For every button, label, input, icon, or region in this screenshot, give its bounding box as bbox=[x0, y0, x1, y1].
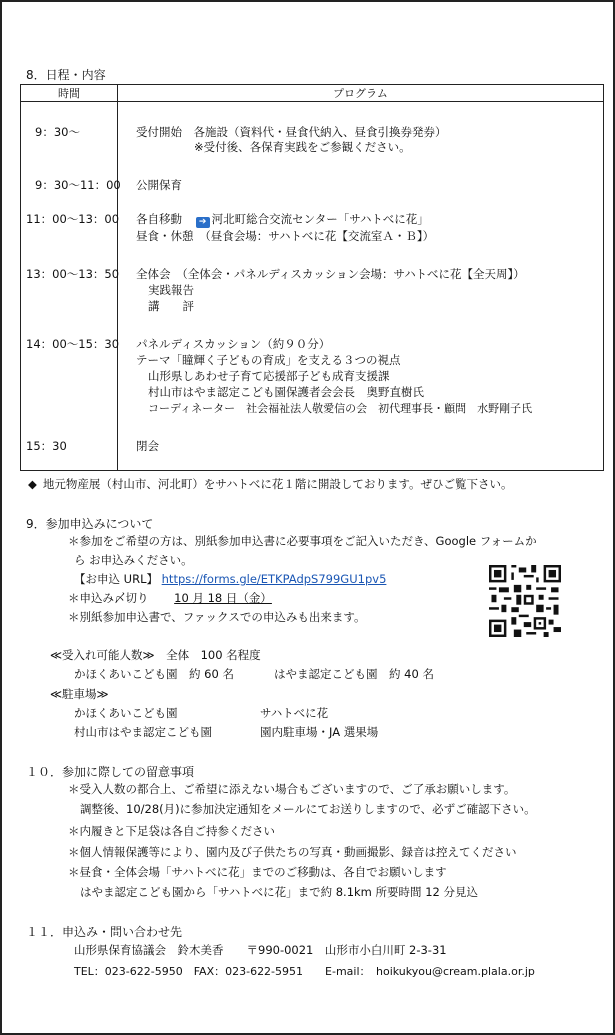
row-time: 14：00～15：30 bbox=[26, 337, 120, 351]
section-8-heading: 8．日程・内容 bbox=[26, 68, 106, 82]
row-line: 山形県しあわせ子育て応援部子ども成育支援課 bbox=[148, 369, 390, 383]
row-time: 11：00～13：00 bbox=[26, 212, 120, 226]
row-line-venue: 河北町総合交流センター「サハトべに花」 bbox=[211, 212, 429, 226]
row-line: ※受付後、各保育実践をご参観ください。 bbox=[194, 140, 411, 154]
parking-b-place: 園内駐車場・JA 選果場 bbox=[260, 725, 379, 739]
col-time-header: 時間 bbox=[21, 85, 118, 102]
contact-line: TEL：023-622-5950 FAX：023-622-5951 E-mail： hoikukyou@cream.plala.or.jp bbox=[74, 965, 535, 978]
parking-b-name: 村山市はやま認定こども園 bbox=[74, 725, 212, 739]
organization-line: 山形県保育協議会 鈴木美香 〒990-0021 山形市小白川町 2-3-31 bbox=[74, 943, 447, 957]
row-line bbox=[136, 211, 429, 228]
url-row bbox=[74, 571, 386, 587]
row-line: 昼食・休憩 （昼食会場：サハトべに花【交流室Ａ・Ｂ】） bbox=[136, 229, 435, 243]
row-line-move: 各自移動 bbox=[136, 212, 182, 226]
row-time: 9：30～11：00 bbox=[35, 178, 121, 192]
capacity-b: はやま認定こども園 約 40 名 bbox=[274, 667, 434, 681]
s10-line5: ＊昼食・全体会場「サハトべに花」までのご移動は、各自でお願いします bbox=[68, 865, 447, 879]
s10-line2: 調整後、10/28(月)に参加決定通知をメールにてお送りしますので、必ずご確認下さい。 bbox=[80, 802, 536, 816]
time-cell bbox=[21, 102, 118, 471]
deadline-label: ＊申込み〆切り bbox=[68, 591, 149, 605]
row-line: 公開保育 bbox=[136, 178, 182, 192]
section-11-heading: １１．申込み・問い合わせ先 bbox=[26, 925, 183, 939]
url-label: 【お申込 URL】 bbox=[74, 572, 158, 586]
s9-line2: ら お申込みください。 bbox=[74, 553, 193, 567]
diamond-bullet-icon: ◆ bbox=[28, 477, 37, 491]
capacity-a: かほくあいこども園 約 60 名 bbox=[74, 667, 234, 681]
s10-line1: ＊受入人数の都合上、ご希望に添えない場合もございますので、ご了承お願いします。 bbox=[68, 782, 516, 796]
row-line: パネルディスカッション（約９０分） bbox=[136, 337, 331, 351]
s10-line6: はやま認定こども園から「サハトべに花」まで約 8.1km 所要時間 12 分見込 bbox=[80, 885, 478, 899]
capacity-label: ≪受入れ可能人数≫ 全体 100 名程度 bbox=[50, 648, 261, 662]
parking-a-name: かほくあいこども園 bbox=[74, 706, 178, 720]
row-time: 9：30～ bbox=[35, 125, 80, 139]
row-time: 13：00～13：50 bbox=[26, 267, 120, 281]
row-line: 講 評 bbox=[148, 299, 194, 313]
row-line: 全体会 （全体会・パネルディスカッション会場：サハトべに花【全天周】） bbox=[136, 267, 525, 281]
row-line: コーディネーター 社会福祉法人敬愛信の会 初代理事長・顧問 水野剛子氏 bbox=[148, 402, 533, 415]
row-line: 村山市はやま認定こども園保護者会会長 奥野直樹氏 bbox=[148, 385, 424, 399]
parking-label: ≪駐車場≫ bbox=[50, 687, 109, 701]
s10-line4: ＊個人情報保護等により、園内及び子供たちの写真・動画撮影、録音は控えてください bbox=[68, 845, 517, 859]
arrow-right-icon: ➔ bbox=[196, 217, 210, 228]
row-line: 受付開始 各施設（資料代・昼食代納入、昼食引換券発券） bbox=[136, 125, 447, 139]
s9-line1: ＊参加をご希望の方は、別紙参加申込書に必要事項をご記入いただき、Google フォームか bbox=[68, 534, 537, 548]
s10-line3: ＊内履きと下足袋は各自ご持参ください bbox=[68, 824, 275, 838]
parking-a-place: サハトべに花 bbox=[260, 706, 329, 720]
row-line: テーマ「瞳輝く子どもの育成」を支える３つの視点 bbox=[136, 353, 401, 367]
note-text: 地元物産展（村山市、河北町）をサハトべに花１階に開設しております。ぜひご覧下さい。 bbox=[42, 477, 513, 491]
fax-line: ＊別紙参加申込書で、ファックスでの申込みも出来ます。 bbox=[68, 610, 366, 624]
note-line bbox=[28, 476, 513, 492]
row-time: 15：30 bbox=[26, 439, 67, 453]
qr-code-icon[interactable] bbox=[489, 565, 561, 637]
deadline-date: 10 月 18 日（金） bbox=[174, 591, 272, 605]
row-line: 実践報告 bbox=[148, 283, 194, 297]
section-10-heading: １０．参加に際しての留意事項 bbox=[26, 765, 195, 779]
deadline-row bbox=[68, 590, 282, 606]
row-line: 閉会 bbox=[136, 439, 159, 453]
application-url-link[interactable]: https://forms.gle/ETKPAdpS799GU1pv5 bbox=[161, 572, 387, 586]
section-9-heading: 9．参加申込みについて bbox=[26, 517, 154, 531]
col-program-header: プログラム bbox=[118, 85, 604, 102]
